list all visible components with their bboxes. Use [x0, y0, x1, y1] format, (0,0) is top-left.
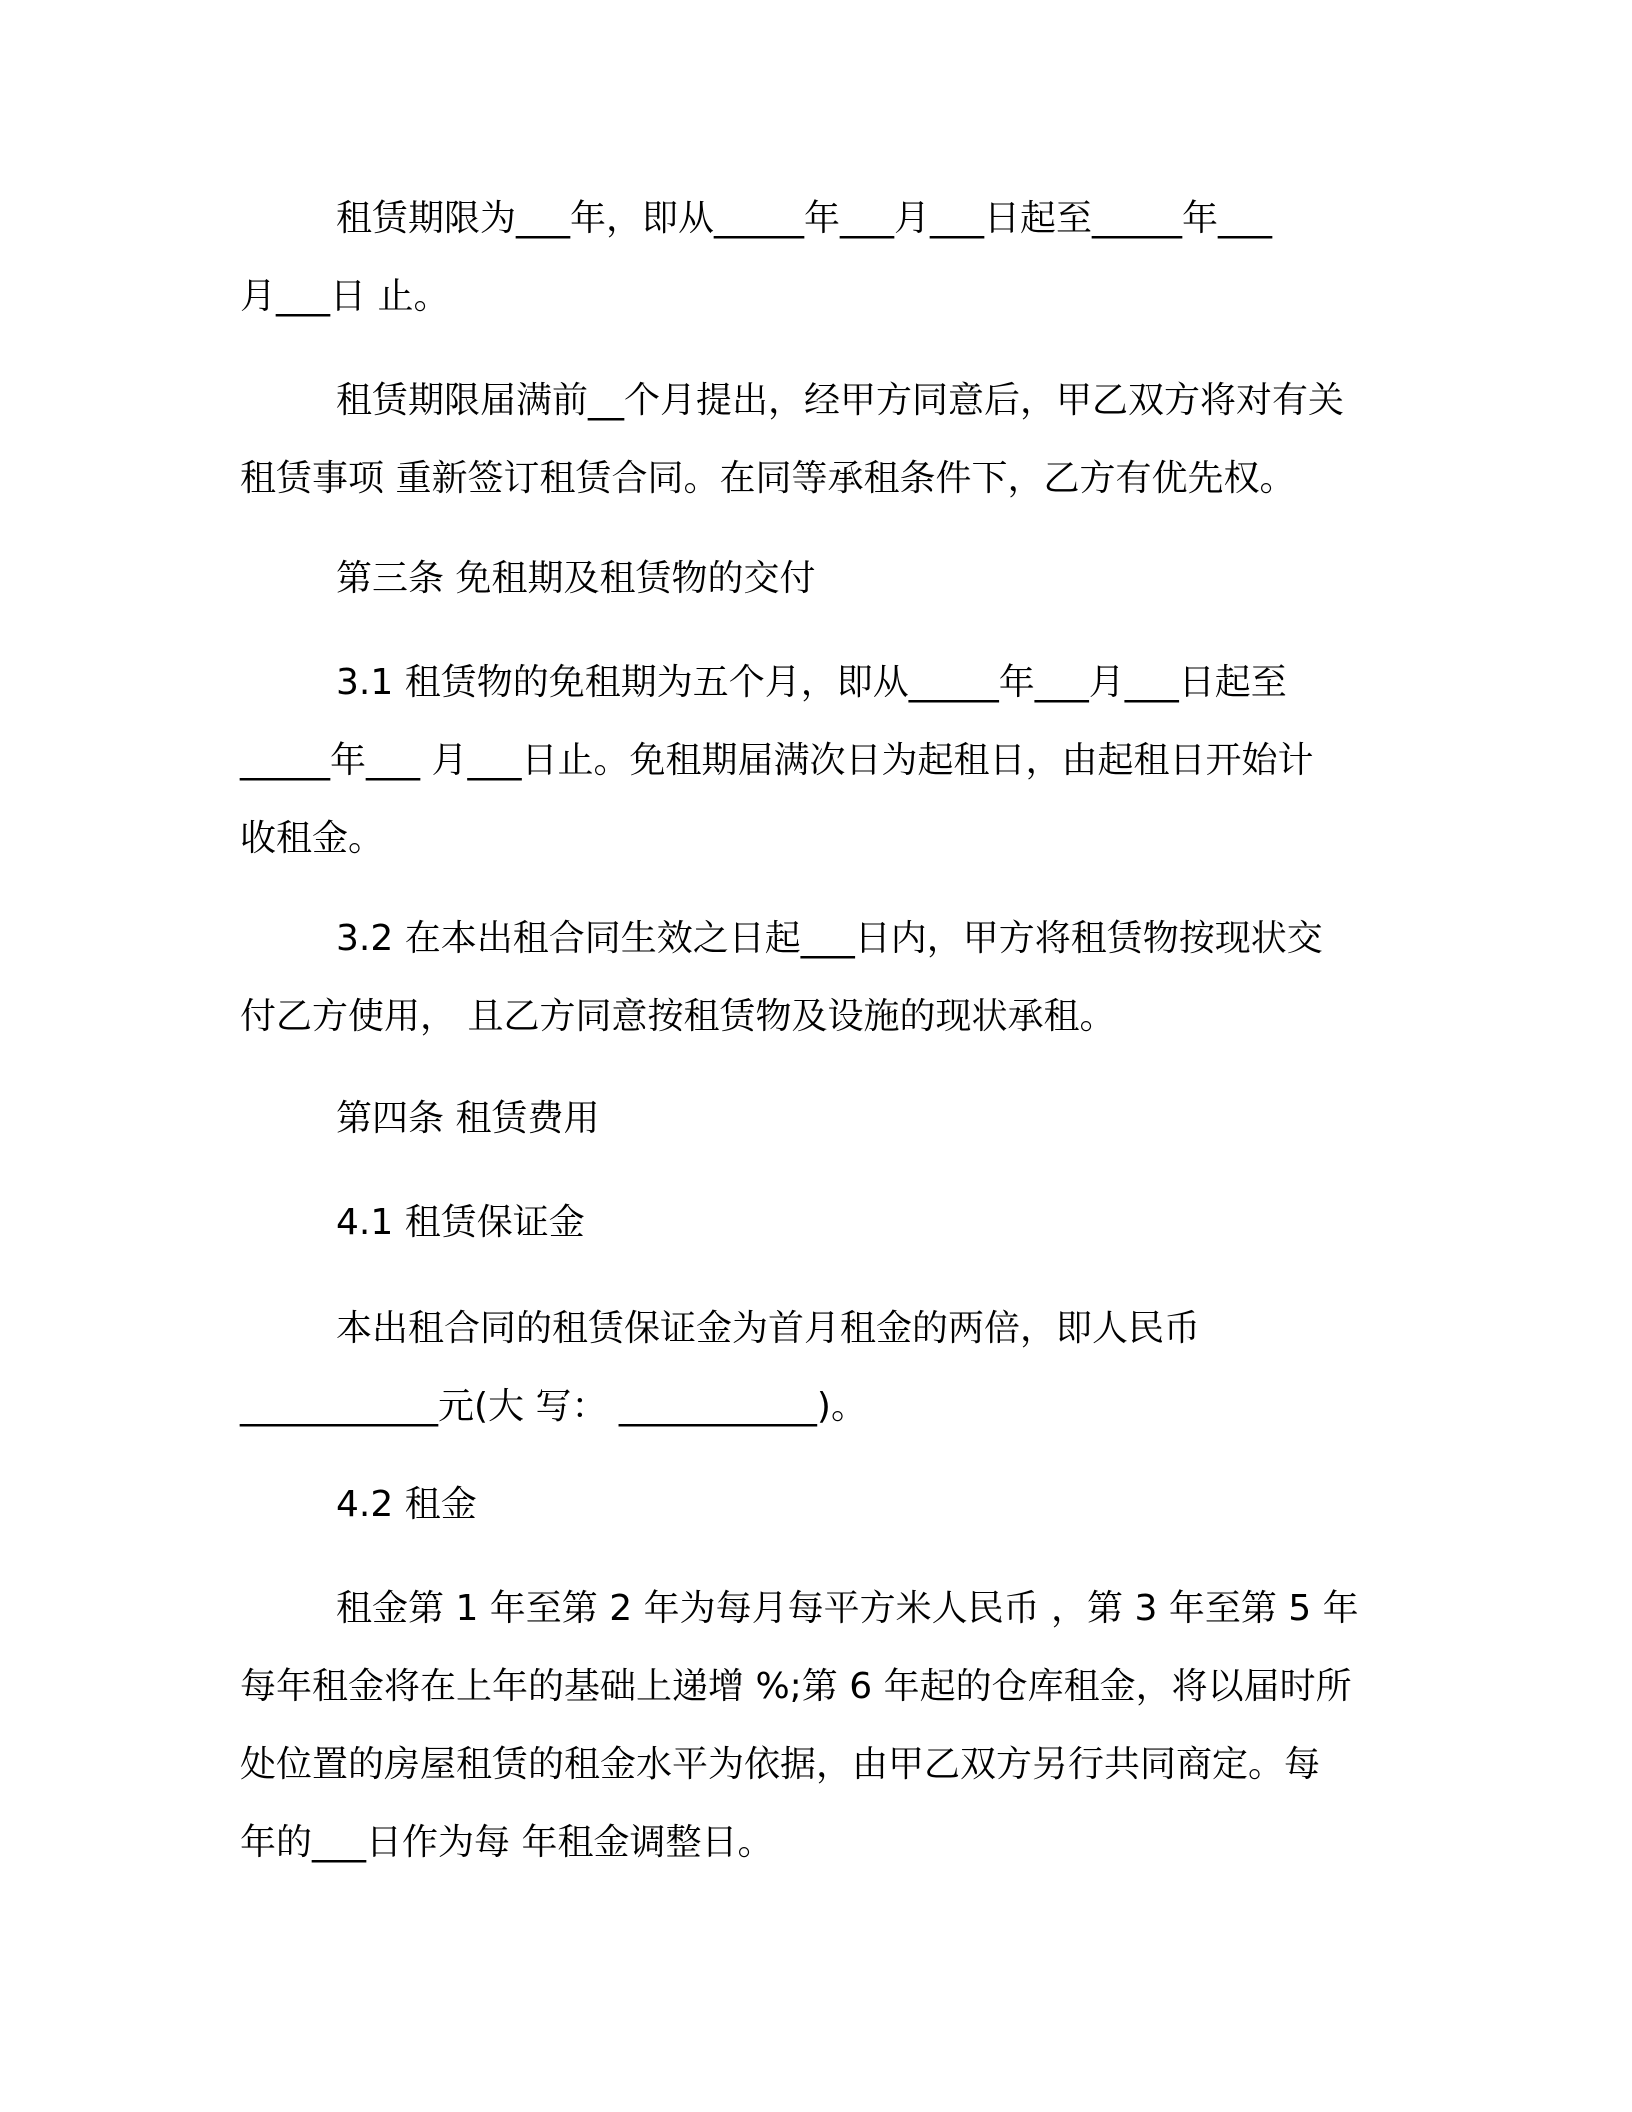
paragraph-renewal: [240, 362, 1390, 518]
paragraph-3-1: [240, 644, 1390, 878]
text-line: 租赁期限为___年，即从_____年___月___日起至_____年___: [336, 198, 1273, 239]
text-line: 3.2 在本出租合同生效之日起___日内，甲方将租赁物按现状交: [336, 918, 1323, 959]
text-line: 租赁期限届满前__个月提出，经甲方同意后，甲乙双方将对有关: [336, 380, 1345, 421]
text-line: 本出租合同的租赁保证金为首月租金的两倍，即人民币: [336, 1308, 1201, 1349]
text-line: 4.1 租赁保证金: [336, 1202, 585, 1243]
text-line: 付乙方使用， 且乙方同意按租赁物及设施的现状承租。: [240, 996, 1116, 1037]
text-line: 每年租金将在上年的基础上递增 %;第 6 年起的仓库租金，将以届时所: [240, 1666, 1352, 1707]
text-line: 4.2 租金: [336, 1484, 477, 1525]
text-line: 租金第 1 年至第 2 年为每月每平方米人民币 ，第 3 年至第 5 年: [336, 1588, 1359, 1629]
text-line: 第三条 免租期及租赁物的交付: [336, 558, 816, 599]
paragraph-lease-term: [240, 180, 1390, 336]
text-line: 月___日 止。: [240, 276, 450, 317]
text-line: ___________元(大 写： ___________)。: [240, 1386, 867, 1427]
text-line: 租赁事项 重新签订租赁合同。在同等承租条件下，乙方有优先权。: [240, 458, 1296, 499]
heading-4-2: [240, 1466, 1390, 1544]
text-line: 处位置的房屋租赁的租金水平为依据，由甲乙双方另行共同商定。每: [240, 1744, 1321, 1785]
heading-4-1: [240, 1184, 1390, 1262]
paragraph-3-2: [240, 900, 1390, 1056]
text-line: _____年___ 月___日止。免租期届满次日为起租日，由起租日开始计: [240, 740, 1314, 781]
text-line: 第四条 租赁费用: [336, 1098, 600, 1139]
text-line: 3.1 租赁物的免租期为五个月，即从_____年___月___日起至: [336, 662, 1287, 703]
text-line: 年的___日作为每 年租金调整日。: [240, 1822, 774, 1863]
heading-article-3: [240, 540, 1390, 618]
text-line: 收租金。: [240, 818, 385, 859]
paragraph-rent: [240, 1570, 1390, 1882]
paragraph-deposit: [240, 1290, 1390, 1446]
heading-article-4: [240, 1080, 1390, 1158]
